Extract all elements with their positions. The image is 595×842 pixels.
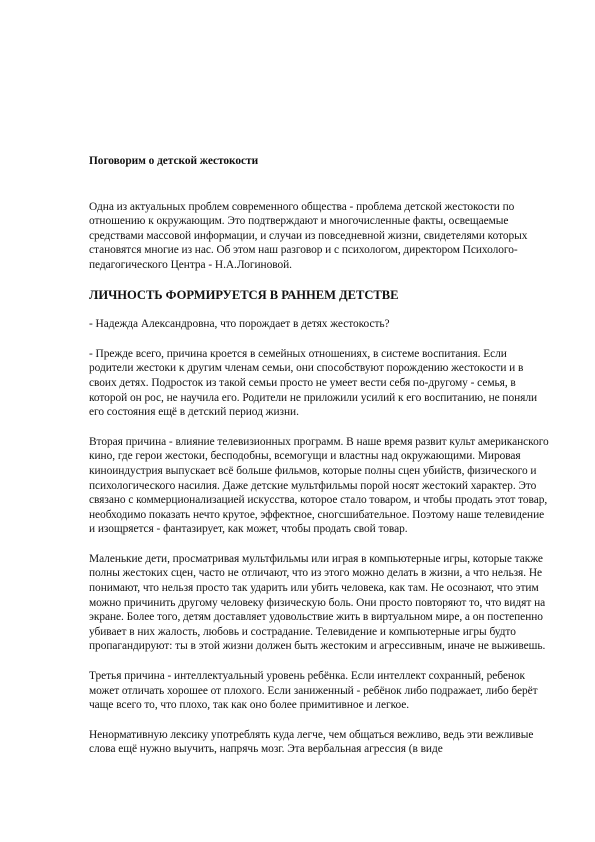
answer-paragraph-4: Третья причина - интеллектуальный уровень ребёнка. Если интеллект сохранный, ребенок может отличать хорошее от плохого. Если заниженный - ребёнок либо подражает, либо берёт чаще всего то, что плохо, так как оно более примитивное и легкое. xyxy=(89,670,538,712)
document-title: Поговорим о детской жестокости xyxy=(89,155,259,167)
answer-paragraph-5: Ненормативную лексику употреблять куда легче, чем общаться вежливо, ведь эти вежливые слова ещё нужно выучить, напрячь мозг. Эта вербальная агрессия (в виде xyxy=(89,728,534,756)
intro-paragraph: Одна из актуальных проблем современного общества - проблема детской жестокости по отношению к окружающим. Это подтверждают и многочисленные факты, освещаемые средствами массовой информации, и случаи из повседневной жизни, свидетелями которых становятся многие из нас. Об этом наш разговор и с психологом, директором Психолого-педагогического Центра - Н.А.Логиновой. xyxy=(89,200,528,271)
section-heading: ЛИЧНОСТЬ ФОРМИРУЕТСЯ В РАННЕМ ДЕТСТВЕ xyxy=(89,287,399,302)
answer-paragraph-2: Вторая причина - влияние телевизионных программ. В наше время развит культ американского кино, где герои жестоки, бесподобны, всемогущи и властны над окружающими. Мировая киноиндустрия выпускает всё больше фильмов, которые полны сцен убийств, физического и психологического насилия. Даже детские мультфильмы порой носят жестокий характер. Это связано с коммерционализацией искусства, которое стало товаром, и чтобы продать этот товар, необходимо показать нечто крутое, эффектное, сногсшибательное. Поэтому наше телевидение и изощряется - фантазирует, как может, чтобы продать свой товар. xyxy=(89,435,549,536)
document-body xyxy=(89,154,551,772)
answer-paragraph-1: - Прежде всего, причина кроется в семейных отношениях, в системе воспитания. Если родители жестоки к другим членам семьи, они способствуют порождению жестокости и в своих детях. Подросток из такой семьи просто не умеет вести себя по-другому - семья, в которой он рос, не научила его. Родители не приложили усилий к его воспитанию, не поняли его состояния ещё в детский период жизни. xyxy=(89,347,538,419)
question-paragraph: - Надежда Александровна, что порождает в детях жестокость? xyxy=(89,318,390,331)
answer-paragraph-3: Маленькие дети, просматривая мультфильмы или играя в компьютерные игры, которые также полны жестоких сцен, часто не отличают, что из этого можно делать в жизни, а что нельзя. Не понимают, что нельзя просто так ударить или убить человека, как там. Не осознают, что этим можно причинить другому человеку физическую боль. Они просто повторяют то, что видят на экране. Более того, детям доставляет удовольствие жить в виртуальном мире, а он постепенно убивает в них жалость, любовь и сострадание. Телевидение и компьютерные игры будто пропагандируют: ты в этой жизни должен быть жестоким и агрессивным, иначе не выживешь. xyxy=(89,552,546,653)
